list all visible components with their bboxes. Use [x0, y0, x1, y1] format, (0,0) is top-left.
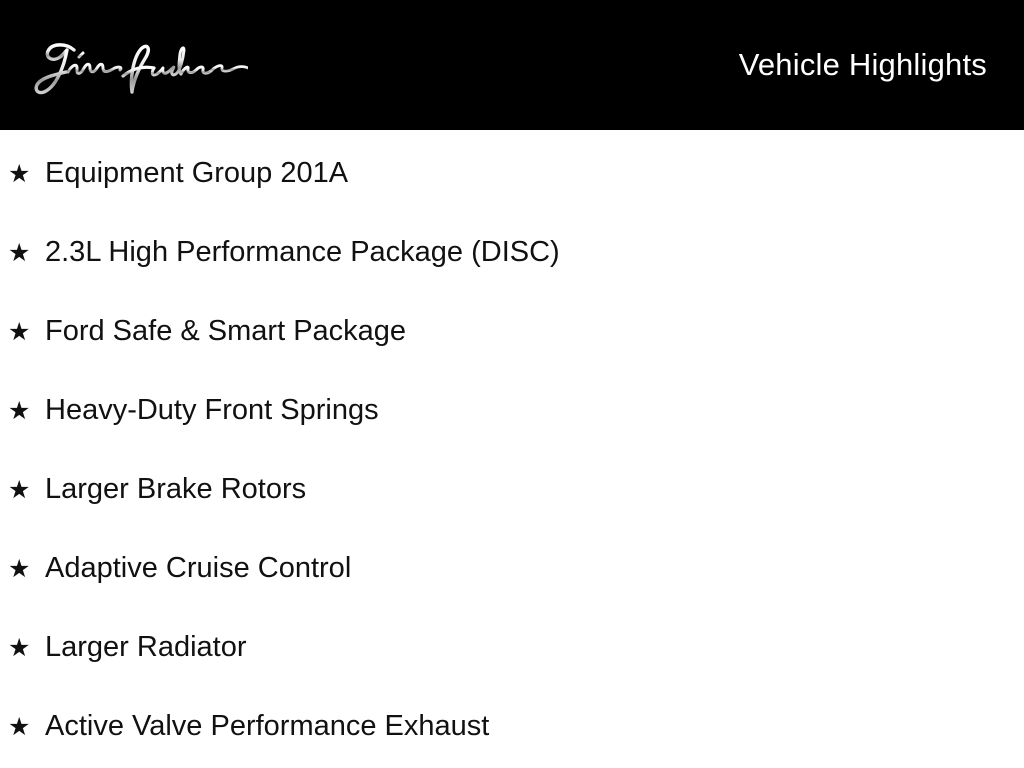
highlights-list	[0, 130, 1024, 741]
list-item	[8, 554, 1024, 583]
star-icon: ★	[8, 554, 31, 583]
header-bar	[0, 0, 1024, 130]
highlight-label: Equipment Group 201A	[45, 157, 349, 189]
highlight-label: Ford Safe & Smart Package	[45, 315, 407, 347]
list-item	[8, 396, 1024, 425]
page-title: Vehicle Highlights	[738, 47, 987, 82]
highlight-label: Larger Radiator	[45, 631, 247, 663]
star-icon: ★	[8, 475, 31, 504]
jim-hudson-signature-icon	[20, 41, 248, 95]
highlights-section	[0, 130, 1024, 741]
list-item	[8, 633, 1024, 662]
highlight-label: Larger Brake Rotors	[45, 473, 307, 505]
list-item	[8, 317, 1024, 346]
star-icon: ★	[8, 633, 31, 662]
list-item	[8, 475, 1024, 504]
list-item	[8, 238, 1024, 267]
dealer-logo	[20, 41, 248, 95]
star-icon: ★	[8, 238, 31, 267]
star-icon: ★	[8, 159, 31, 188]
star-icon: ★	[8, 712, 31, 741]
star-icon: ★	[8, 396, 31, 425]
highlight-label: Adaptive Cruise Control	[45, 552, 352, 584]
highlight-label: Active Valve Performance Exhaust	[45, 710, 490, 742]
list-item	[8, 712, 1024, 741]
highlight-label: 2.3L High Performance Package (DISC)	[45, 236, 560, 268]
highlight-label: Heavy-Duty Front Springs	[45, 394, 379, 426]
star-icon: ★	[8, 317, 31, 346]
list-item	[8, 159, 1024, 188]
